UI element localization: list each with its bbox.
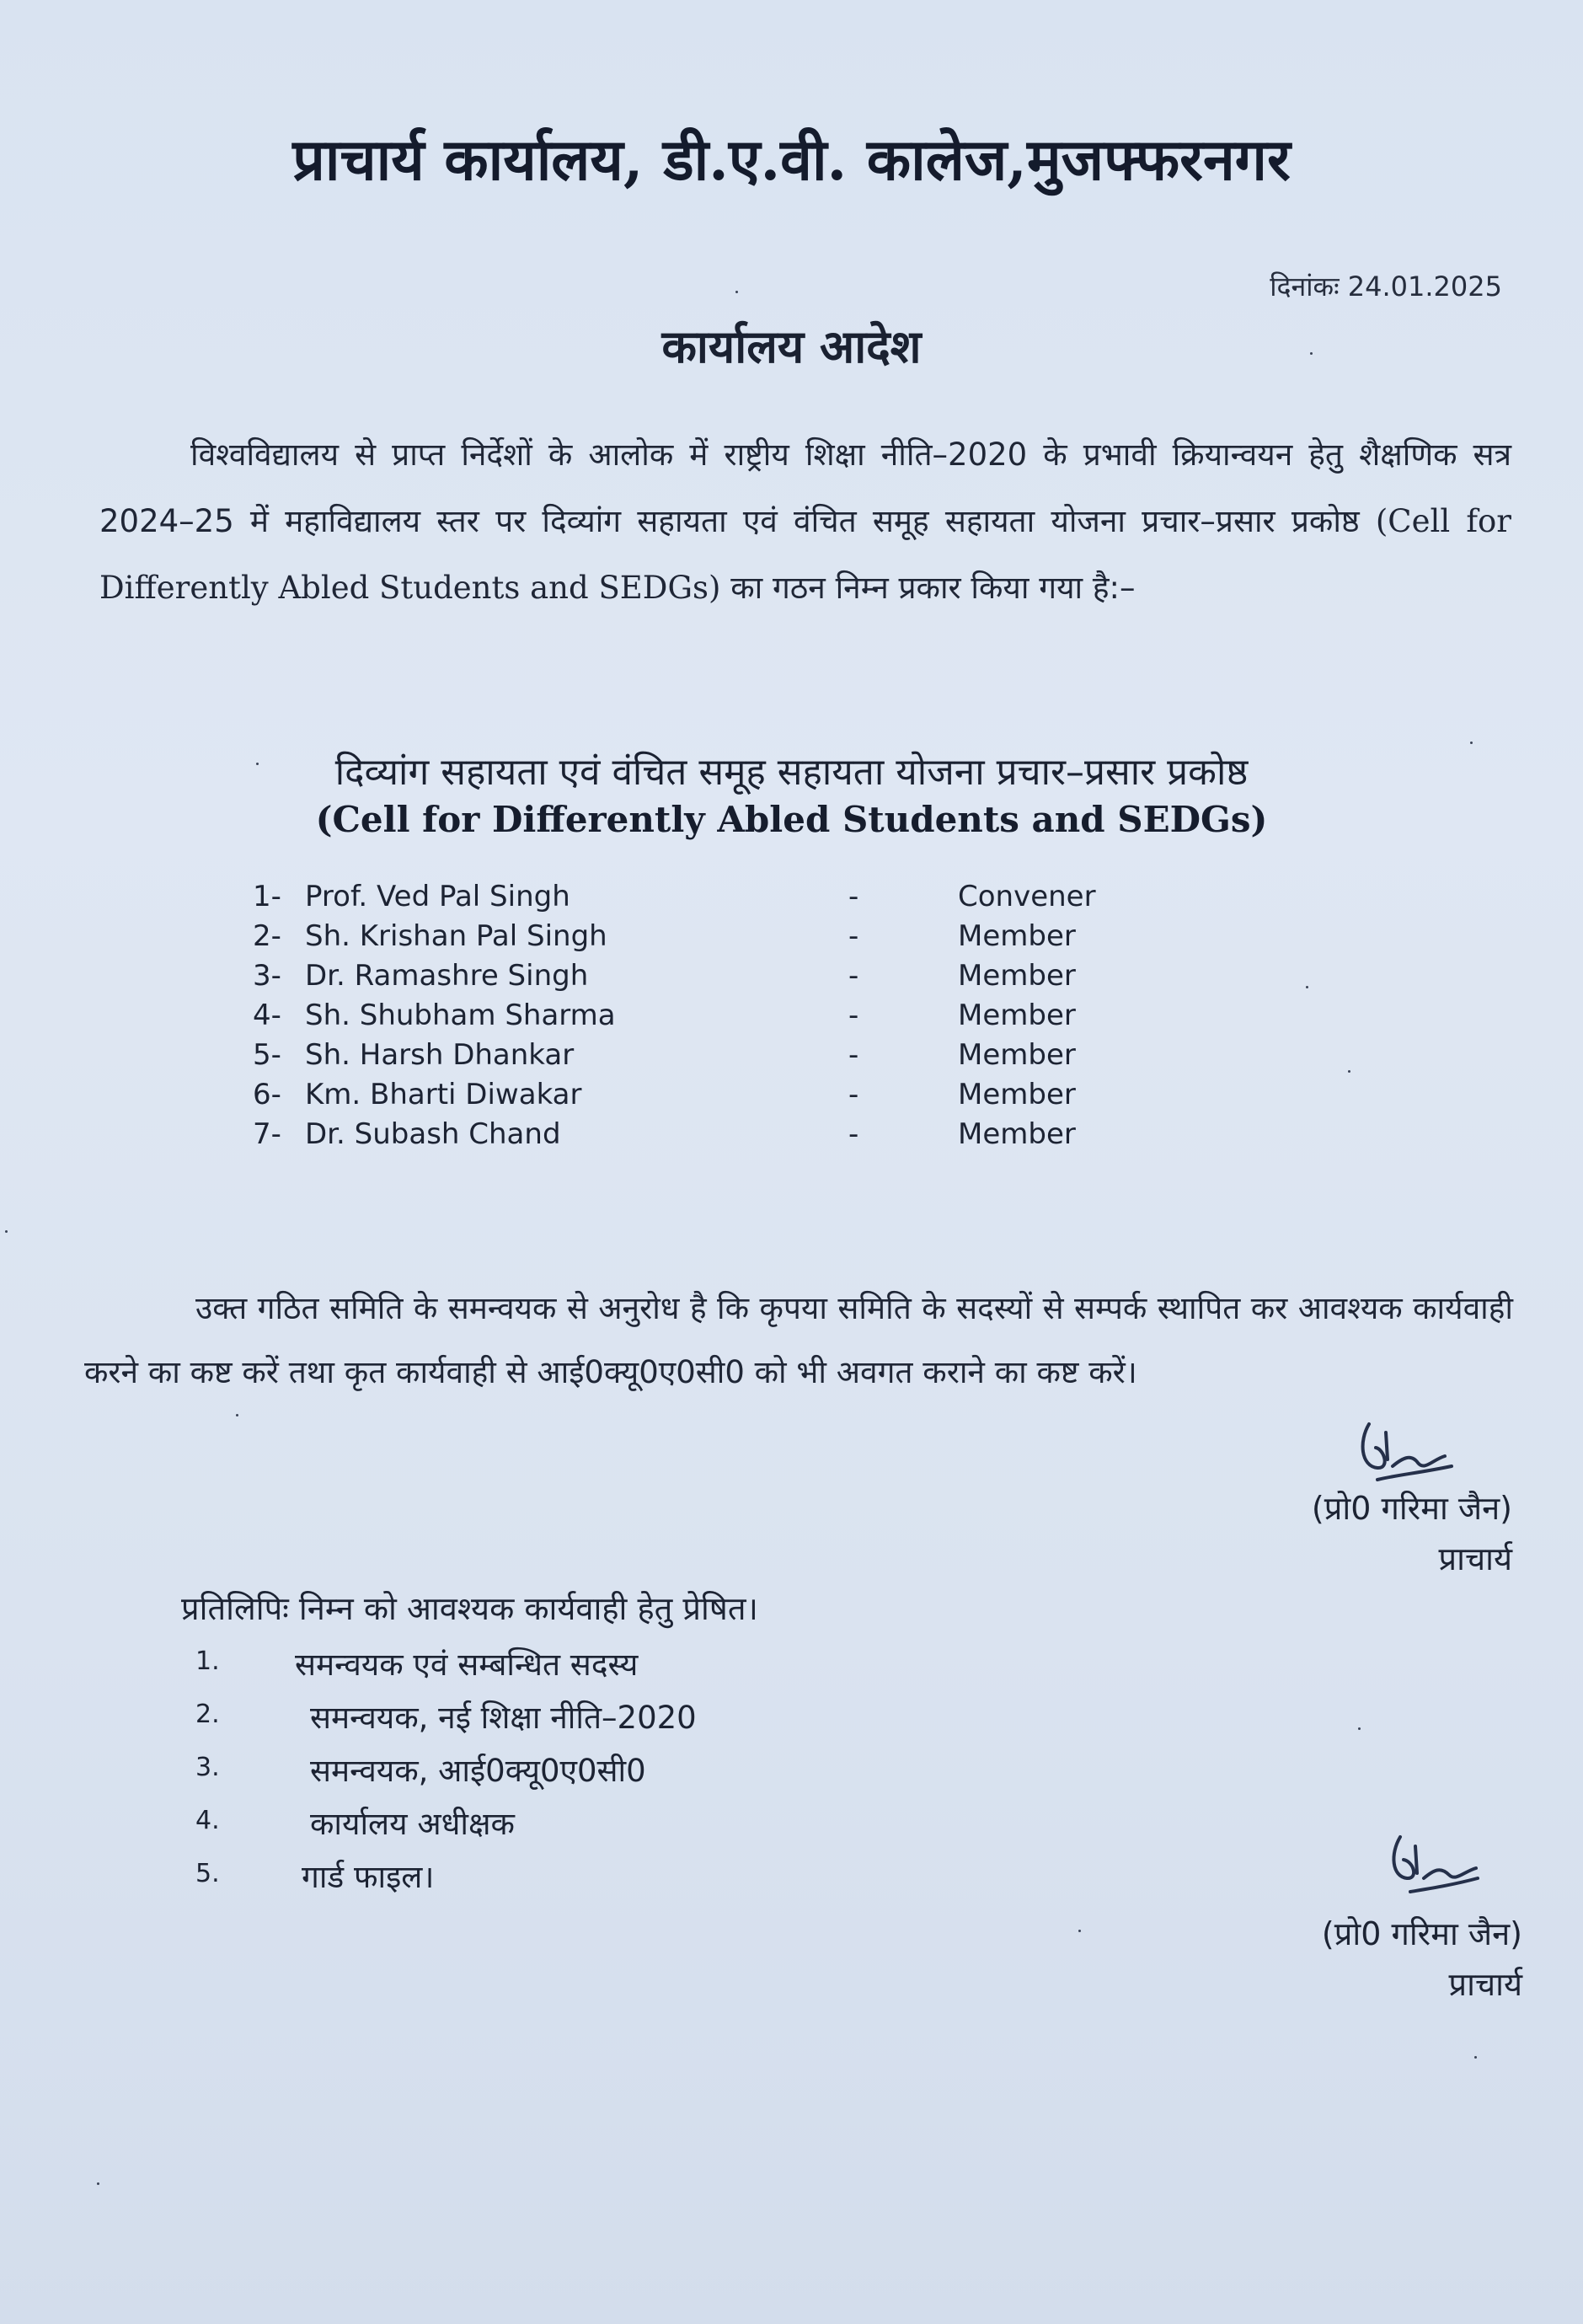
member-number: 1- [253,880,281,913]
member-number: 6- [253,1078,281,1111]
member-row [253,1038,1179,1078]
member-name: Prof. Ved Pal Singh [305,880,570,913]
list-item-number: 1. [195,1647,220,1676]
scan-speck [256,763,259,765]
member-number: 3- [253,959,281,993]
list-item-number: 3. [195,1753,220,1782]
member-role: Member [958,999,1076,1032]
list-item-text: कार्यालय अधीक्षक [310,1806,515,1842]
member-list [253,880,1179,1157]
member-role: Member [958,1117,1076,1151]
member-role: Member [958,1078,1076,1111]
member-separator: - [848,880,859,913]
member-name: Sh. Shubham Sharma [305,999,616,1032]
scan-speck [735,291,738,293]
member-role: Member [958,919,1076,953]
member-number: 4- [253,999,281,1032]
scan-speck [1348,1070,1350,1073]
member-number: 5- [253,1038,281,1072]
member-separator: - [848,1038,859,1072]
signatory-name: (प्रो0 गरिमा जैन) [1311,1490,1512,1527]
member-row [253,1117,1179,1157]
list-item-text: समन्वयक एवं सम्बन्धित सदस्य [295,1647,639,1683]
member-separator: - [848,959,859,993]
scan-speck [1474,2056,1477,2059]
cell-heading-english: (Cell for Differently Abled Students and SEDGs) [315,799,1268,840]
list-item-text: समन्वयक, नई शिक्षा नीति–2020 [310,1700,697,1736]
member-name: Sh. Krishan Pal Singh [305,919,607,953]
member-separator: - [848,999,859,1032]
order-date: दिनांकः 24.01.2025 [1270,270,1502,303]
order-heading: कार्यालय आदेश [661,319,922,373]
member-name: Dr. Subash Chand [305,1117,561,1151]
list-item-number: 2. [195,1700,220,1729]
member-role: Member [958,1038,1076,1072]
scan-speck [97,2182,99,2185]
member-name: Sh. Harsh Dhankar [305,1038,575,1072]
scan-speck [236,1414,238,1416]
member-row [253,959,1179,999]
cell-heading-hindi: दिव्यांग सहायता एवं वंचित समूह सहायता योजना प्रचार–प्रसार प्रकोष्ठ [334,751,1249,794]
document-title: प्राचार्य कार्यालय, डी.ए.वी. कालेज,मुजफ्फरनगर [292,126,1291,194]
signatory-block-2 [1322,1909,1522,2010]
list-item-text: समन्वयक, आई0क्यू0ए0सी0 [310,1753,646,1789]
signatory-designation: प्राचार्य [1438,1540,1512,1577]
member-row [253,999,1179,1038]
signature-scribble-icon [1352,1407,1462,1487]
scan-speck [1470,742,1473,744]
member-role: Convener [958,880,1096,913]
scan-speck [1358,1727,1361,1730]
member-number: 7- [253,1117,281,1151]
member-separator: - [848,1117,859,1151]
list-item-number: 5. [195,1859,220,1888]
member-row [253,919,1179,959]
member-row [253,880,1179,919]
member-row [253,1078,1179,1117]
intro-english-text: (Cell for Differently Abled Students and SEDGs) [99,503,1511,606]
member-role: Member [958,959,1076,993]
intro-tail-text: का गठन निम्न प्रकार किया गया है:– [730,570,1136,606]
signature-scribble-icon [1382,1824,1483,1900]
member-name: Dr. Ramashre Singh [305,959,589,993]
scan-speck [1078,1930,1081,1932]
signatory-designation: प्राचार्य [1448,1966,1522,2003]
member-name: Km. Bharti Diwakar [305,1078,582,1111]
intro-hindi-text: विश्वविद्यालय से प्राप्त निर्देशों के आलोक में राष्ट्रीय शिक्षा नीति–2020 के प्रभावी क्रियान्वयन हेतु शैक्षणिक सत्र 2024–25 में महाविद्यालय स्तर पर दिव्यांग सहायता एवं वंचित समूह सहायता योजना प्रचार–प्रसार प्रकोष्ठ [99,436,1511,539]
scan-speck [1306,986,1308,988]
list-item-text: गार्ड फाइल। [302,1859,435,1895]
signatory-name: (प्रो0 गरिमा जैन) [1321,1915,1522,1952]
intro-paragraph [99,421,1511,621]
copy-to-heading: प्रतिलिपिः निम्न को आवश्यक कार्यवाही हेतु प्रेषित। [181,1590,758,1627]
request-paragraph: उक्त गठित समिति के समन्वयक से अनुरोध है कि कृपया समिति के सदस्यों से सम्पर्क स्थापित कर आवश्यक कार्यवाही करने का कष्ट करें तथा कृत कार्यवाही से आई0क्यू0ए0सी0 को भी अवगत कराने का कष्ट करें। [84,1290,1513,1390]
member-number: 2- [253,919,281,953]
signatory-block [1312,1483,1512,1584]
member-separator: - [848,1078,859,1111]
list-item-number: 4. [195,1806,220,1835]
scan-speck [1310,352,1313,355]
scan-speck [5,1230,8,1233]
member-separator: - [848,919,859,953]
